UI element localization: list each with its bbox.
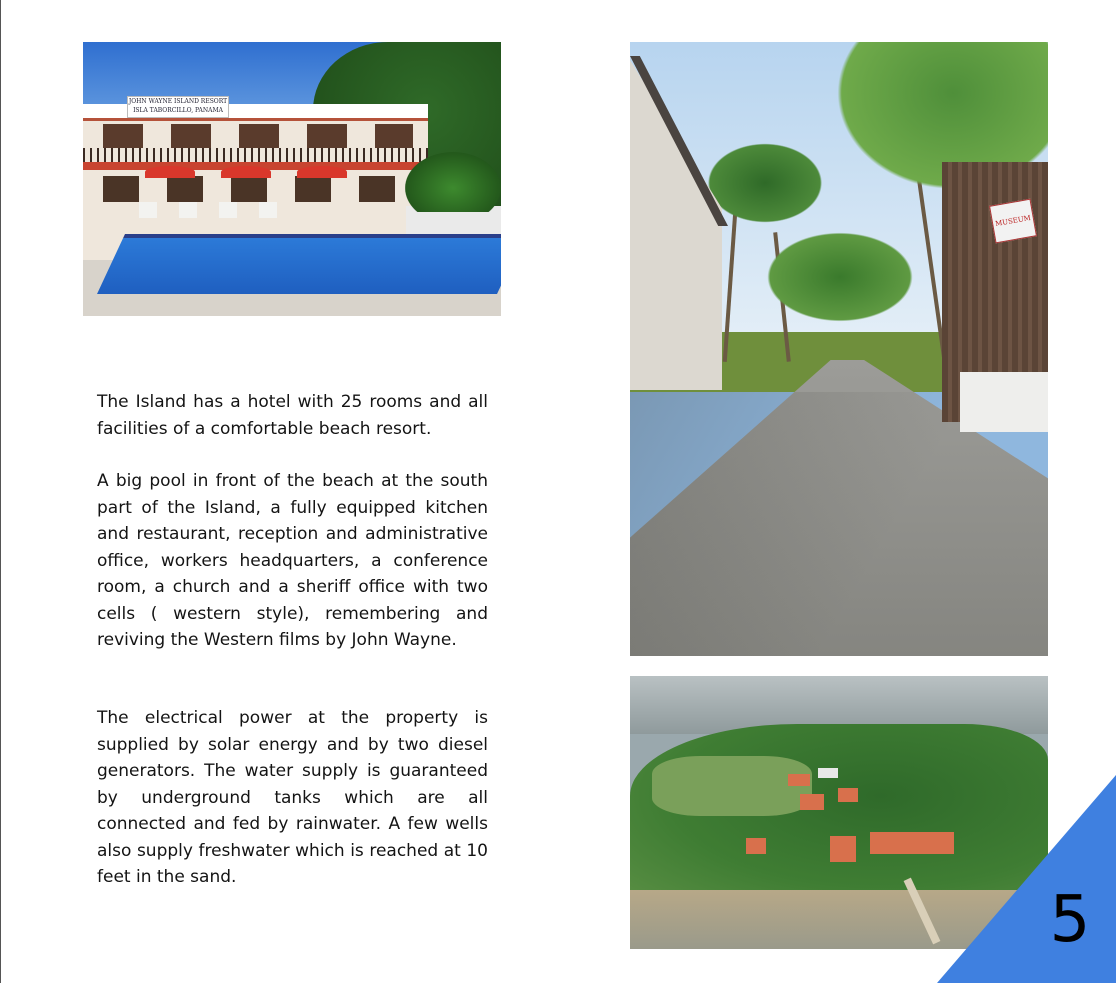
page-number: 5 bbox=[1049, 883, 1091, 957]
hotel-pool-photo bbox=[83, 42, 501, 316]
aerial-view-photo bbox=[630, 676, 1048, 949]
hotel-description-paragraph: The Island has a hotel with 25 rooms and all facilities of a comfortable beach resort. bbox=[97, 392, 488, 439]
page-left-edge bbox=[0, 0, 1, 983]
utilities-paragraph: The electrical power at the property is supplied by solar energy and by two diesel generators. The water supply is guaranteed by underground tanks which are all connected and fed by rainwater. A few wells also supply freshwater which is reached at 10 feet in the sand. bbox=[97, 708, 488, 887]
resort-sign bbox=[127, 96, 229, 118]
resort-sign-line-2: ISLA TABORCILLO, PANAMA bbox=[133, 107, 223, 114]
pool bbox=[97, 234, 501, 294]
museum-sign: MUSEUM bbox=[989, 199, 1037, 244]
resort-sign-line-1: JOHN WAYNE ISLAND RESORT bbox=[128, 98, 228, 105]
facilities-paragraph: A big pool in front of the beach at the south part of the Island, a fully equipped kitchen and restaurant, reception and administrative office, workers headquarters, a conference room, a church and a sheriff office with two cells ( western style), remembering and reviving the Western films by John Wayne. bbox=[97, 471, 488, 650]
walkway-photo bbox=[630, 42, 1048, 656]
